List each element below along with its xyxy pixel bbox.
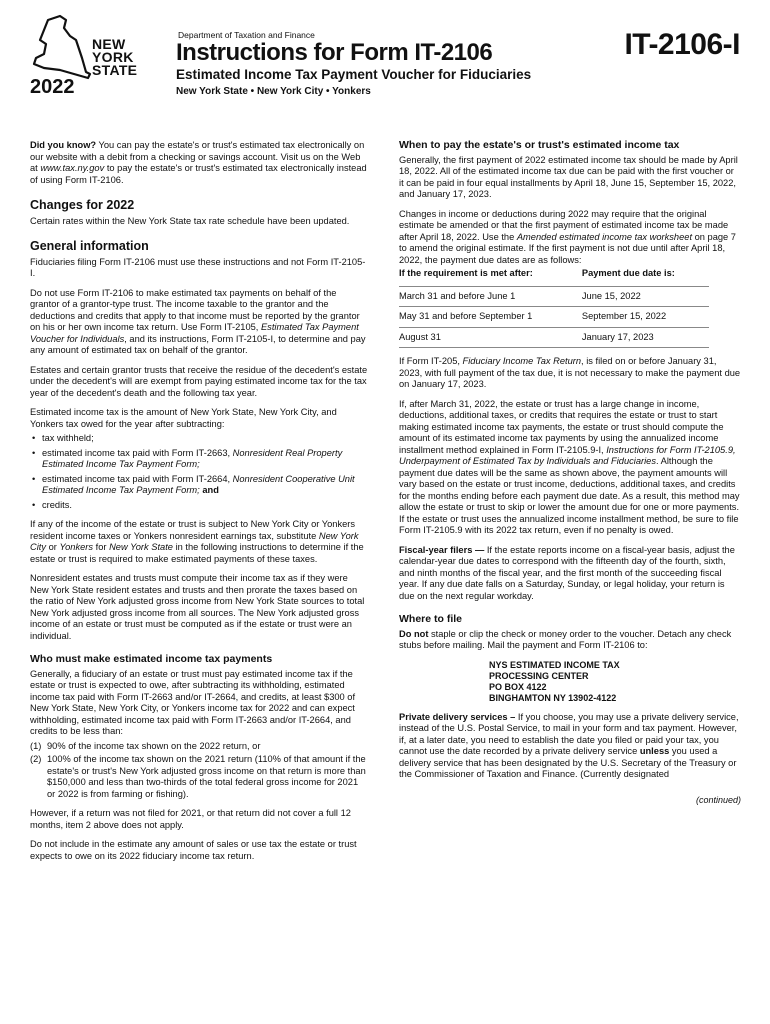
table-row: August 31 January 17, 2023: [399, 327, 709, 348]
where-heading: Where to file: [399, 613, 463, 625]
tax-year: 2022: [30, 76, 75, 98]
list-item: (2) 100% of the income tax shown on the 2021 return (110% of that amount if the estate's or trust's New York adjusted gross income on that return is more than $150,000 and less than two-thirds of the total federal gross income for 2021 or 2022 is from farming or fishing).: [30, 754, 366, 799]
paragraph: Nonresident estates and trusts must compute their income tax as if they were New York State resident estates and trusts and then prorate the taxes based on the ratio of New York adjusted gross income from New York State sources to total New York adjusted gross income from all sources. The New York adjusted gross income of an estate or trust must be computed as if the estate or trust were an individual.: [30, 573, 365, 641]
state-map-icon: [30, 14, 100, 82]
page-title: Instructions for Form IT-2106: [176, 39, 493, 66]
paragraph: Do not use Form IT-2106 to make estimated tax payments on behalf of the grantor of a grantor-type trust. The income taxable to the grantor and the deductions and credits that apply to that income must be reported by the grantor on his or her own income tax return. Use Form IT-2105, Estimated Tax Payment Voucher for Individuals, and its instructions, Form IT-2105-I, to determine and pay any amount of estimated tax on behalf of the grantor.: [30, 287, 366, 355]
paragraph: If any of the income of the estate or trust is subject to New York City or Yonkers resident income taxes or Yonkers nonresident earnings tax, substitute New York City or Yonkers for New York State in the following instructions to determine if the estate or trust is required to make estimated payments of these taxes.: [30, 519, 364, 564]
department-name: Department of Taxation and Finance: [178, 30, 315, 40]
table-row: May 31 and before September 1 September 15, 2022: [399, 307, 709, 328]
who-heading: Who must make estimated income tax payments: [30, 653, 273, 665]
table-header: If the requirement is met after:: [399, 268, 582, 286]
paragraph: Estates and certain grantor trusts that receive the residue of the decedent's estate under the decedent's will are exempt from paying estimated income tax for the tax year of the decedent's death and the following tax year.: [30, 364, 368, 398]
mailing-address: NYS ESTIMATED INCOME TAX PROCESSING CENTER PO BOX 4122 BINGHAMTON NY 13902-4122: [489, 659, 620, 703]
paragraph: Fiduciaries filing Form IT-2106 must use these instructions and not Form IT-2105-I.: [30, 256, 366, 278]
jurisdictions: New York State • New York City • Yonkers: [176, 86, 371, 97]
continued-note: (continued): [695, 794, 741, 805]
left-column: [30, 140, 368, 870]
paragraph: Generally, a fiduciary of an estate or trust must pay estimated income tax if the estate or trust is expected to owe, after subtracting its withholding, estimated income tax paid with Form IT-2663 and/or IT-2664, and credits, at least $300 of New York State, New York City, or Yonkers income tax for 2022 and can expect withholding, estimated income tax paid with Form IT-2663 and/or IT-2664, and credits to be less than:: [30, 668, 356, 736]
paragraph: Private delivery services – If you choose, you may use a private delivery service, instead of the U.S. Postal Service, to mail in your form and tax payment. However, if, at a later date, you need to establish the date you filed or paid your tax, you cannot use the date recorded by a private delivery service unless you used a delivery service that has been designated by the U.S. Secretary of the Treasury or the Commissioner of Taxation and Finance. (Currently designated: [399, 711, 739, 779]
threshold-list: [30, 741, 368, 801]
changes-heading: Changes for 2022: [30, 198, 135, 212]
table-row: March 31 and before June 1 June 15, 2022: [399, 286, 709, 307]
paragraph: Estimated income tax is the amount of New York State, New York City, and Yonkers tax owed for the year after subtracting:: [30, 407, 337, 429]
state-name: NEW YORK STATE: [92, 36, 138, 78]
list-item: • credits.: [42, 500, 368, 512]
paragraph: Changes in income or deductions during 2022 may require that the original estimate be amended or that the first payment of estimated income tax be made after April 18, 2022. Use the Amended estimated income tax worksheet on page 7 to amend the original estimate. If the first payment is not due until after April 18, 2022, the payment due dates are as follows:: [399, 208, 736, 265]
paragraph: Do not include in the estimate any amount of sales or use tax the estate or trust expects to owe on its 2022 fiduciary income tax return.: [30, 839, 357, 861]
website-link[interactable]: www.tax.ny.gov: [40, 163, 105, 173]
changes-text: Certain rates within the New York State tax rate schedule have been updated.: [30, 215, 350, 226]
right-column: [399, 140, 741, 806]
list-item: • tax withheld;: [42, 433, 368, 445]
list-item: (1) 90% of the income tax shown on the 2022 return, or: [30, 740, 261, 751]
table-header: Payment due date is:: [582, 268, 709, 286]
due-date-table: [399, 268, 709, 348]
paragraph: Fiscal-year filers — If the estate reports income on a fiscal-year basis, adjust the calendar-year due dates to correspond with the fifteenth day of the fourth, sixth, and ninth months of the fiscal year, and the first month of the succeeding fiscal year. If any due date falls on a Saturday, Sunday, or legal holiday, your return is due on the next regular workday.: [399, 544, 735, 601]
subtract-list: [30, 433, 368, 511]
form-number: IT-2106-I: [624, 28, 740, 61]
paragraph: If, after March 31, 2022, the estate or trust has a large change in income, deductions, additional taxes, or credits that requires the estate or trust to start making estimated income tax payments, the estate or trust should compute the amount of its estimated income tax payments by using the annualized income installment method explained in Form IT-2105.9-I, Instructions for Form IT-2105.9, Underpayment of Estimated Tax by Individuals and Fiduciaries. Although the payment due dates will be the same as shown above, the payment amounts will vary based on the estate or trust income, deductions, additional taxes, and credits for the months ending before each payment due date. As a result, this method may allow the estate or trust to skip or lower the amount due for one or more payments. If the estate or trust uses the annualized income installment method, be sure to file Form IT-2105.9 with its 2022 tax return, even if no penalty is owed.: [399, 398, 740, 535]
list-item: • estimated income tax paid with Form IT-2664, Nonresident Cooperative Unit Estimated Income Tax Payment Form; and: [42, 474, 368, 497]
paragraph: Generally, the first payment of 2022 estimated income tax should be made by April 18, 2022. All of the estimated income tax due can be paid with the first voucher or it can be paid in four equal installments by April 18, June 15, September 15, 2022, and January 17, 2023.: [399, 154, 738, 199]
list-item: • estimated income tax paid with Form IT-2663, Nonresident Real Property Estimated Income Tax Payment Form;: [42, 448, 368, 471]
paragraph: However, if a return was not filed for 2021, or that return did not cover a full 12 months, item 2 above does not apply.: [30, 808, 351, 830]
general-heading: General information: [30, 239, 149, 253]
paragraph: If Form IT-205, Fiduciary Income Tax Return, is filed on or before January 31, 2023, with full payment of the tax due, it is not necessary to make the payment due on January 17, 2023.: [399, 356, 741, 389]
did-you-know: Did you know? You can pay the estate's or trust's estimated tax electronically on our website with a debit from a checking or savings account. Visit us on the Web at www.tax.ny.gov to pay the estate's or trust's estimated tax electronically instead of using Form IT-2106.: [30, 140, 367, 185]
when-heading: When to pay the estate's or trust's estimated income tax: [399, 139, 680, 151]
nys-logo: [30, 14, 150, 96]
paragraph: Do not staple or clip the check or money order to the voucher. Detach any check stubs before mailing. Mail the payment and Form IT-2106 to:: [399, 628, 732, 650]
page-subtitle: Estimated Income Tax Payment Voucher for Fiduciaries: [176, 67, 532, 82]
